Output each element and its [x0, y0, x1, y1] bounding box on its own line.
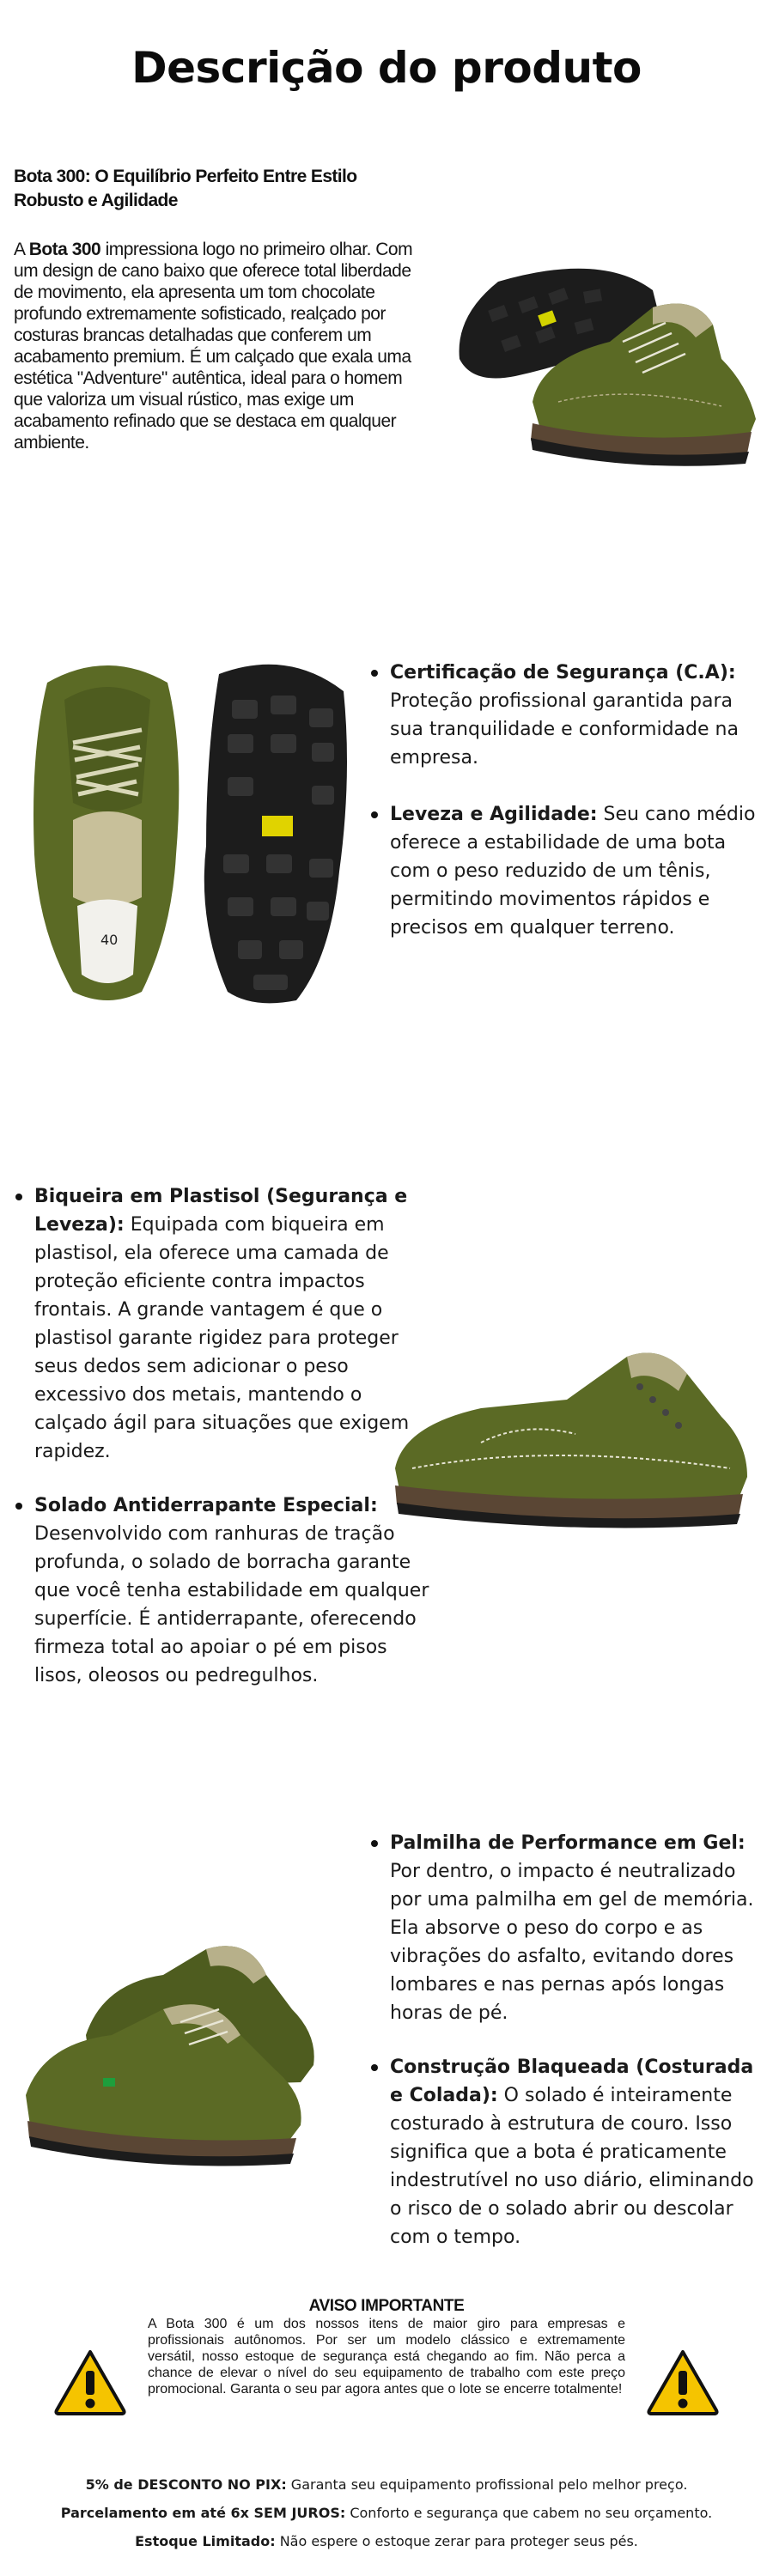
insole-size-label: 40 [100, 932, 119, 948]
page-title: Descrição do produto [131, 43, 642, 93]
boot-pair-angled-image [9, 1915, 378, 2172]
feature-item-insole: Palmilha de Performance em Gel: Por dentro, o impacto é neutralizado por uma palmilha em gel de memória. Ela absorve o peso do corpo e as vibrações do asfalto, evitando dores lombares e nas pernas após longas horas de pé. [364, 1829, 764, 2027]
warning-triangle-icon [646, 2348, 720, 2415]
footer-limited-stock: Estoque Limitado: Não espere o estoque zerar para proteger seus pés. [135, 2533, 638, 2549]
notice-title: AVISO IMPORTANTE [308, 2297, 465, 2315]
feature-item-certification: Certificação de Segurança (C.A): Proteção profissional garantida para sua tranquilidade e conformidade na empresa. [364, 659, 759, 772]
footer-installments: Parcelamento em até 6x SEM JUROS: Conforto e segurança que cabem no seu orçamento. [60, 2505, 713, 2521]
boot-top-and-sole-image [13, 648, 356, 1009]
intro-body: A Bota 300 impressiona logo no primeiro olhar. Com um design de cano baixo que oferece total liberdade de movimento, ela apresenta um tom chocolate profundo extremamente sofisticado, realçado por costuras brancas detalhadas que conferem um acabamento premium. É um calçado que exala uma estética "Adventure" autêntica, ideal para o homem que valoriza um visual rústico, mas exige um acabamento refinado que se destaca em qualquer ambiente. [14, 240, 413, 453]
footer-pix-discount: 5% de DESCONTO NO PIX: Garanta seu equipamento profissional pelo melhor preço. [85, 2476, 688, 2493]
boot-side-image [378, 1340, 764, 1528]
notice-body: A Bota 300 é um dos nossos itens de maior giro para empresas e profissionais autônomos. Por ser um modelo clássico e extremamente versátil, nosso estoque de segurança está chegando ao fim. Não perca a chance de elevar o nível do seu equipamento de trabalho com este preço promocional. Garanta o seu par agora antes que o lote se encerre totalmente! [148, 2317, 625, 2397]
feature-item-sole: Solado Antiderrapante Especial: Desenvolvido com ranhuras de tração profunda, o solado de borracha garante que você tenha estabilidade em qualquer superfície. É antiderrapante, oferecendo firmeza total ao apoiar o pé em pisos lisos, oleosos ou pedregulhos. [9, 1492, 438, 1690]
boot-pair-image [429, 239, 764, 471]
intro-heading: Bota 300: O Equilíbrio Perfeito Entre Estilo Robusto e Agilidade [14, 167, 357, 210]
warning-triangle-icon [53, 2348, 127, 2415]
feature-item-construction: Construção Blaqueada (Costurada e Colada): O solado é inteiramente costurado à estrutura de couro. Isso significa que a bota é praticamente indestrutível no uso diário, eliminando o risco de o solado abrir ou descolar com o tempo. [364, 2053, 764, 2251]
feature-list-3 [364, 1829, 764, 2251]
feature-item-toecap: Biqueira em Plastisol (Segurança e Leveza): Equipada com biqueira em plastisol, ela oferece uma camada de proteção eficiente contra impactos frontais. A grande vantagem é que o plastisol garante rigidez para proteger seus dedos sem adicionar o peso excessivo dos metais, mantendo o calçado ágil para situações que exigem rapidez. [9, 1182, 438, 1466]
product-name: Bota 300 [28, 240, 101, 259]
feature-list-2 [9, 1182, 438, 1690]
feature-item-lightness: Leveza e Agilidade: Seu cano médio oferece a estabilidade de uma bota com o peso reduzido de um tênis, permitindo movimentos rápidos e precisos em qualquer terreno. [364, 800, 759, 942]
feature-list-1 [364, 659, 759, 942]
